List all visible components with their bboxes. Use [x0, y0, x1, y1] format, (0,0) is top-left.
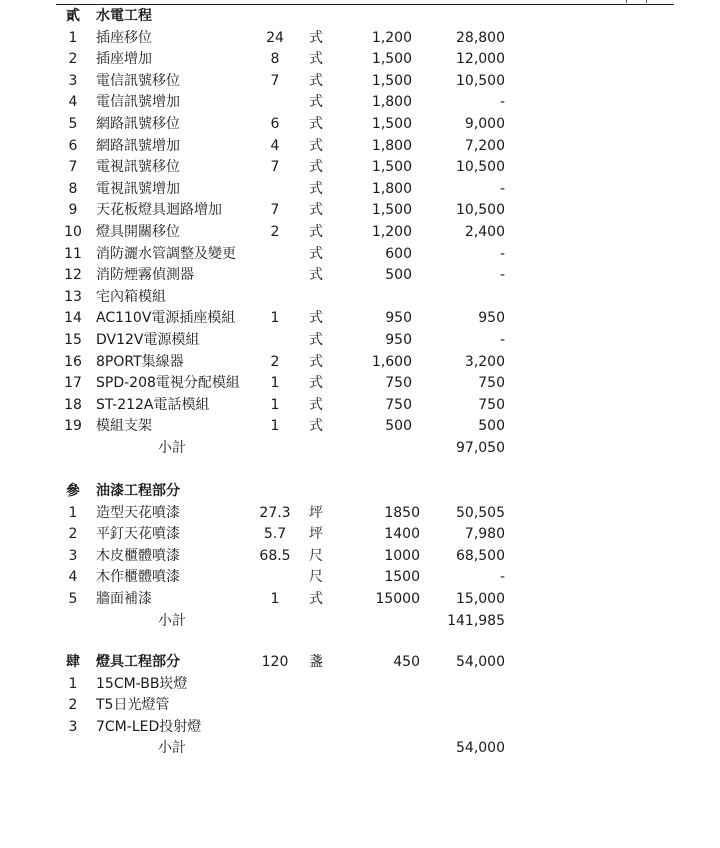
table-row — [0, 157, 720, 178]
item-unit-price: 1,500 — [371, 202, 412, 219]
table-row — [0, 136, 720, 157]
item-number: 17 — [64, 375, 82, 392]
section-header-row — [0, 481, 720, 502]
table-row — [0, 416, 720, 437]
item-number: 15 — [64, 332, 82, 348]
item-name: 燈具開關移位 — [96, 224, 180, 240]
item-number: 1 — [68, 504, 78, 521]
item-quantity: 1 — [270, 418, 280, 435]
item-unit-price: 1850 — [384, 504, 420, 521]
item-unit-price: 950 — [385, 332, 412, 348]
subtotal-amount: 141,985 — [447, 612, 505, 629]
item-quantity: 6 — [270, 116, 280, 132]
item-number: 19 — [64, 418, 82, 435]
item-quantity: 8 — [270, 51, 280, 68]
table-row — [0, 179, 720, 200]
item-unit-price: 1000 — [384, 547, 420, 564]
item-unit-price: 1500 — [384, 569, 420, 586]
item-unit: 尺 — [309, 569, 323, 586]
item-name: 網路訊號移位 — [96, 116, 180, 132]
item-quantity: 68.5 — [259, 547, 291, 564]
table-row — [0, 28, 720, 49]
item-unit: 式 — [309, 245, 323, 262]
item-number: 2 — [68, 697, 78, 714]
section-title: 油漆工程部分 — [96, 483, 180, 499]
item-quantity: 5.7 — [263, 526, 287, 543]
item-quantity: 7 — [270, 202, 280, 219]
table-row — [0, 308, 720, 329]
item-number: 18 — [64, 396, 82, 413]
item-amount: - — [499, 245, 505, 262]
item-unit-price: 15000 — [375, 591, 420, 607]
top-rule — [56, 4, 674, 5]
item-unit: 式 — [309, 29, 323, 46]
item-unit-price: 1,500 — [371, 116, 412, 132]
item-name: 電信訊號移位 — [96, 72, 180, 89]
item-name: 牆面補漆 — [96, 591, 152, 607]
item-name: 宅內箱模組 — [96, 288, 166, 305]
item-amount: 10,500 — [456, 159, 505, 176]
table-row — [0, 287, 720, 308]
subtotal-row — [0, 738, 720, 759]
item-quantity: 1 — [270, 591, 280, 607]
item-amount: 15,000 — [456, 591, 505, 607]
subtotal-row — [0, 438, 720, 459]
item-unit: 式 — [309, 332, 323, 348]
item-name: 15CM-BB崁燈 — [96, 675, 188, 692]
item-name: 電視訊號增加 — [96, 180, 180, 197]
section-quantity: 120 — [261, 654, 289, 670]
item-unit-price: 1,800 — [371, 180, 412, 197]
table-row — [0, 503, 720, 524]
subtotal-amount: 54,000 — [456, 740, 505, 757]
subtotal-label: 小計 — [158, 612, 186, 629]
item-number: 16 — [64, 353, 82, 370]
item-unit: 式 — [309, 72, 323, 89]
item-name: 消防灑水管調整及變更 — [96, 245, 236, 262]
item-unit: 式 — [309, 51, 323, 68]
item-amount: 50,505 — [456, 504, 505, 521]
item-unit: 式 — [309, 396, 323, 413]
table-row — [0, 352, 720, 373]
item-quantity: 2 — [270, 224, 280, 240]
item-unit: 式 — [309, 159, 323, 176]
table-row — [0, 674, 720, 695]
item-quantity: 7 — [270, 72, 280, 89]
item-unit-price: 500 — [385, 267, 412, 284]
item-name: 插座移位 — [96, 29, 152, 46]
item-unit: 坪 — [309, 526, 323, 543]
item-unit: 式 — [309, 116, 323, 132]
item-unit-price: 750 — [385, 375, 412, 392]
item-unit-price: 750 — [385, 396, 412, 413]
item-amount: 3,200 — [464, 353, 505, 370]
item-number: 5 — [68, 591, 78, 607]
table-row — [0, 265, 720, 286]
table-row — [0, 49, 720, 70]
table-row — [0, 524, 720, 545]
table-row — [0, 717, 720, 738]
item-amount: 950 — [478, 310, 505, 327]
item-name: DV12V電源模組 — [96, 332, 200, 348]
item-quantity: 27.3 — [259, 504, 291, 521]
item-number: 4 — [68, 569, 78, 586]
item-name: 電信訊號增加 — [96, 94, 180, 111]
item-unit: 尺 — [309, 547, 323, 564]
item-unit: 坪 — [309, 504, 323, 521]
item-number: 6 — [68, 137, 78, 154]
item-unit: 式 — [309, 180, 323, 197]
item-unit: 式 — [309, 375, 323, 392]
item-name: 電視訊號移位 — [96, 159, 180, 176]
item-unit: 式 — [309, 267, 323, 284]
item-amount: 10,500 — [456, 72, 505, 89]
item-amount: - — [499, 267, 505, 284]
table-row — [0, 244, 720, 265]
subtotal-label: 小計 — [158, 440, 186, 456]
item-number: 14 — [64, 310, 82, 327]
item-quantity: 1 — [270, 310, 280, 327]
subtotal-row — [0, 611, 720, 632]
item-number: 10 — [64, 224, 82, 240]
item-quantity: 24 — [266, 29, 284, 46]
item-unit: 式 — [309, 137, 323, 154]
item-quantity: 7 — [270, 159, 280, 176]
item-unit-price: 1,600 — [371, 353, 412, 370]
item-unit-price: 1,500 — [371, 72, 412, 89]
item-name: 7CM-LED投射燈 — [96, 718, 202, 735]
item-unit: 式 — [309, 310, 323, 327]
section-amount: 54,000 — [456, 654, 505, 670]
table-row — [0, 546, 720, 567]
item-number: 7 — [68, 159, 78, 176]
item-unit: 式 — [309, 224, 323, 240]
item-amount: 500 — [478, 418, 505, 435]
table-row — [0, 92, 720, 113]
item-name: AC110V電源插座模組 — [96, 310, 236, 327]
item-unit-price: 1,200 — [371, 224, 412, 240]
item-quantity: 2 — [270, 353, 280, 370]
item-unit-price: 950 — [385, 310, 412, 327]
item-amount: 12,000 — [456, 51, 505, 68]
item-number: 3 — [68, 547, 78, 564]
table-row — [0, 589, 720, 610]
item-number: 8 — [68, 180, 78, 197]
item-unit-price: 1,200 — [371, 29, 412, 46]
item-amount: - — [499, 94, 505, 111]
item-unit-price: 1,500 — [371, 159, 412, 176]
item-unit: 式 — [309, 94, 323, 111]
item-amount: 7,200 — [464, 137, 505, 154]
item-name: 木作櫃體噴漆 — [96, 569, 180, 586]
item-unit-price: 600 — [385, 245, 412, 262]
item-amount: 750 — [478, 396, 505, 413]
subtotal-label: 小計 — [158, 740, 186, 757]
item-name: SPD-208電視分配模組 — [96, 375, 240, 392]
table-row — [0, 71, 720, 92]
item-amount: 28,800 — [456, 29, 505, 46]
item-amount: 10,500 — [456, 202, 505, 219]
item-amount: - — [499, 332, 505, 348]
item-name: T5日光燈管 — [96, 697, 170, 714]
item-name: 8PORT集線器 — [96, 353, 184, 370]
item-unit-price: 1,800 — [371, 137, 412, 154]
section-header-row — [0, 652, 720, 673]
item-number: 4 — [68, 94, 78, 111]
section-header-row — [0, 6, 720, 27]
item-name: 消防煙霧偵測器 — [96, 267, 194, 284]
item-quantity: 1 — [270, 396, 280, 413]
item-name: 網路訊號增加 — [96, 137, 180, 154]
section-title: 燈具工程部分 — [96, 654, 180, 670]
table-row — [0, 222, 720, 243]
item-name: 插座增加 — [96, 51, 152, 68]
table-row — [0, 114, 720, 135]
table-row — [0, 373, 720, 394]
item-amount: - — [499, 180, 505, 197]
subtotal-amount: 97,050 — [456, 440, 505, 456]
item-number: 11 — [64, 245, 82, 262]
item-unit-price: 1,500 — [371, 51, 412, 68]
item-quantity: 1 — [270, 375, 280, 392]
item-amount: 9,000 — [464, 116, 505, 132]
section-number: 貳 — [66, 8, 80, 24]
item-number: 13 — [64, 288, 82, 305]
table-row — [0, 695, 720, 716]
item-amount: 750 — [478, 375, 505, 392]
section-number: 肆 — [66, 654, 80, 670]
item-number: 12 — [64, 267, 82, 284]
item-name: 木皮櫃體噴漆 — [96, 547, 180, 564]
item-amount: 7,980 — [464, 526, 505, 543]
item-name: 平釘天花噴漆 — [96, 526, 180, 543]
table-row — [0, 395, 720, 416]
item-unit-price: 500 — [385, 418, 412, 435]
section-title: 水電工程 — [96, 8, 152, 24]
item-name: 模組支架 — [96, 418, 152, 435]
item-number: 1 — [68, 675, 78, 692]
item-name: ST-212A電話模組 — [96, 396, 210, 413]
item-unit-price: 1,800 — [371, 94, 412, 111]
section-unit-price: 450 — [393, 654, 420, 670]
item-name: 天花板燈具迴路增加 — [96, 202, 222, 219]
item-amount: - — [499, 569, 505, 586]
item-unit-price: 1400 — [384, 526, 420, 543]
item-number: 5 — [68, 116, 78, 132]
section-number: 參 — [66, 483, 80, 499]
item-amount: 2,400 — [464, 224, 505, 240]
item-number: 9 — [68, 202, 78, 219]
section-unit: 盞 — [309, 654, 323, 670]
item-quantity: 4 — [270, 137, 280, 154]
item-unit: 式 — [309, 418, 323, 435]
item-unit: 式 — [309, 202, 323, 219]
item-number: 2 — [68, 526, 78, 543]
table-row — [0, 330, 720, 351]
item-number: 2 — [68, 51, 78, 68]
item-number: 1 — [68, 29, 78, 46]
table-row — [0, 567, 720, 588]
item-number: 3 — [68, 72, 78, 89]
table-row — [0, 200, 720, 221]
item-number: 3 — [68, 718, 78, 735]
item-unit: 式 — [309, 353, 323, 370]
item-unit: 式 — [309, 591, 323, 607]
item-name: 造型天花噴漆 — [96, 504, 180, 521]
top-corner-mark — [622, 0, 652, 3]
item-amount: 68,500 — [456, 547, 505, 564]
